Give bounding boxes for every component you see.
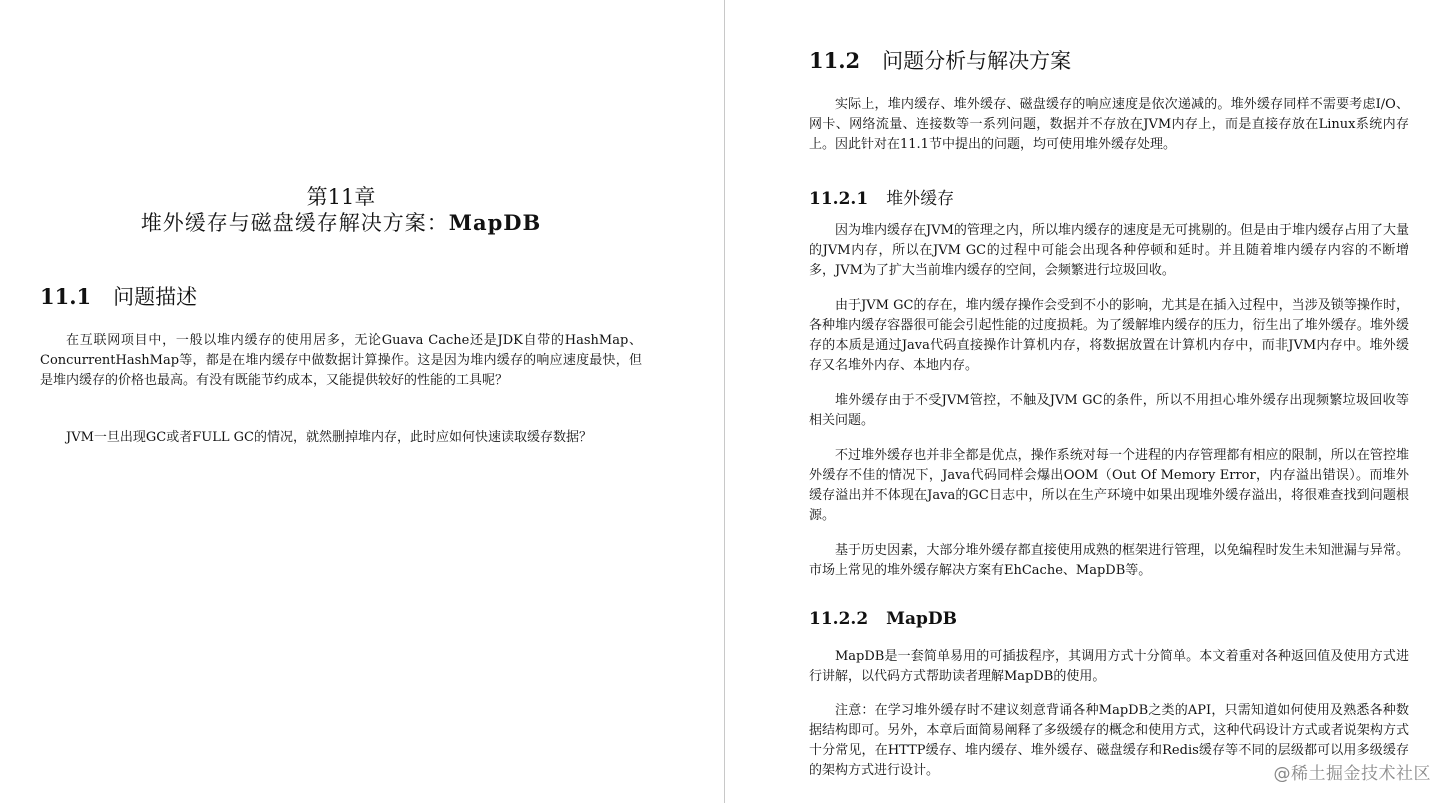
paragraph: MapDB是一套简单易用的可插拔程序，其调用方式十分简单。本文着重对各种返回值及使用方式进行讲解，以代码方式帮助读者理解MapDB的使用。 xyxy=(809,649,1409,684)
section-title: 问题描述 xyxy=(113,285,198,309)
subsection-title: MapDB xyxy=(886,609,957,629)
paragraph: 注意：在学习堆外缓存时不建议刻意背诵各种MapDB之类的API，只需知道如何使用及熟悉各种数据结构即可。另外，本章后面简易阐释了多级缓存的概念和使用方式，这种代码设计方式或者说架构方式十分常见，在HTTP缓存、堆内缓存、堆外缓存、磁盘缓存和Redis缓存等不同的层级都可以用多级缓存的架构方式进行设计。 xyxy=(809,703,1409,778)
chapter-number: 第11章 xyxy=(306,185,376,209)
paragraph: 由于JVM GC的存在，堆内缓存操作会受到不小的影响，尤其是在插入过程中，当涉及锁等操作时，各种堆内缓存容器很可能会引起性能的过度损耗。为了缓解堆内缓存的压力，衍生出了堆外缓存。堆外缓存的本质是通过Java代码直接操作计算机内存，将数据放置在计算机内存中，而非JVM内存中。堆外缓存又名堆外内存、本地内存。 xyxy=(809,298,1409,373)
chapter-title-cn: 堆外缓存与磁盘缓存解决方案： xyxy=(140,211,449,235)
paragraph: 不过堆外缓存也并非全都是优点，操作系统对每一个进程的内存管理都有相应的限制，所以在管控堆外缓存不佳的情况下，Java代码同样会爆出OOM（Out Of Memory Error，内存溢出错误）。而堆外缓存溢出并不体现在Java的GC日志中，所以在生产环境中如果出现堆外缓存溢出，将很难查找到问题根源。 xyxy=(809,448,1409,523)
subsection-number: 11.2.1 xyxy=(809,189,869,209)
chapter-title xyxy=(40,207,642,237)
subsection-heading-11-2-2 xyxy=(809,609,957,629)
chapter-title-en: MapDB xyxy=(448,210,542,235)
section-heading-11-1 xyxy=(40,281,197,311)
paragraph: 基于历史因素，大部分堆外缓存都直接使用成熟的框架进行管理，以免编程时发生未知泄漏与异常。市场上常见的堆外缓存解决方案有EhCache、MapDB等。 xyxy=(809,543,1409,578)
watermark: @稀土掘金技术社区 xyxy=(1273,764,1431,784)
subsection-heading-11-2-1 xyxy=(809,184,954,209)
section-number: 11.2 xyxy=(809,48,861,73)
paragraph: 堆外缓存由于不受JVM管控，不触及JVM GC的条件，所以不用担心堆外缓存出现频繁垃圾回收等相关问题。 xyxy=(809,393,1409,428)
left-page xyxy=(0,0,724,803)
paragraph: JVM一旦出现GC或者FULL GC的情况，就然删掉堆内存，此时应如何快速读取缓存数据？ xyxy=(66,430,592,445)
page-divider xyxy=(724,0,725,803)
section-title: 问题分析与解决方案 xyxy=(882,49,1072,73)
section-heading-11-2 xyxy=(809,45,1071,75)
paragraph: 在互联网项目中，一般以堆内缓存的使用居多，无论Guava Cache还是JDK自带的HashMap、ConcurrentHashMap等，都是在堆内缓存中做数据计算操作。这是因为堆内缓存的响应速度最快，但是堆内缓存的价格也最高。有没有既能节约成本，又能提供较好的性能的工具呢？ xyxy=(40,333,642,388)
paragraph: 因为堆内缓存在JVM的管理之内，所以堆内缓存的速度是无可挑剔的。但是由于堆内缓存占用了大量的JVM内存，所以在JVM GC的过程中可能会出现各种停顿和延时。并且随着堆内缓存内容的不断增多，JVM为了扩大当前堆内缓存的空间，会频繁进行垃圾回收。 xyxy=(809,223,1409,278)
subsection-title: 堆外缓存 xyxy=(886,189,955,209)
paragraph: 实际上，堆内缓存、堆外缓存、磁盘缓存的响应速度是依次递减的。堆外缓存同样不需要考虑I/O、网卡、网络流量、连接数等一系列问题，数据并不存放在JVM内存上，而是直接存放在Linux系统内存上。因此针对在11.1节中提出的问题，均可使用堆外缓存处理。 xyxy=(809,97,1409,152)
section-number: 11.1 xyxy=(40,284,92,309)
subsection-number: 11.2.2 xyxy=(809,609,869,629)
